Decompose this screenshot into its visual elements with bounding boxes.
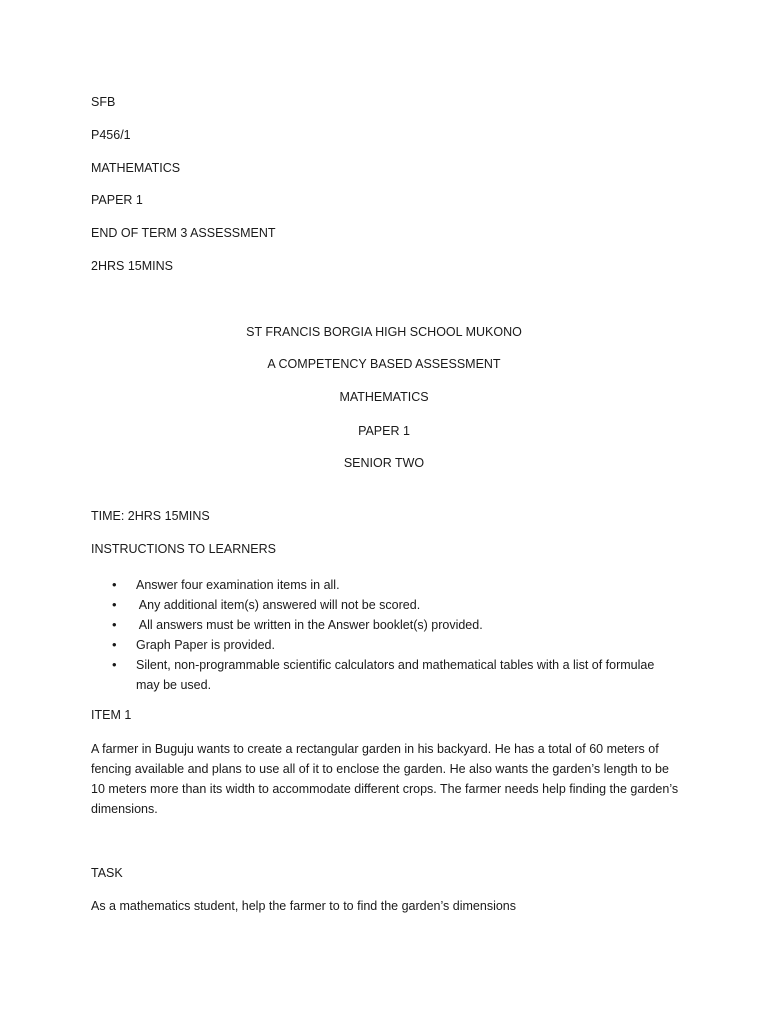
- instruction-text: All answers must be written in the Answer booklet(s) provided.: [136, 618, 483, 632]
- school-name: ST FRANCIS BORGIA HIGH SCHOOL MUKONO: [246, 325, 522, 339]
- title-subject: MATHEMATICS: [339, 390, 429, 404]
- instruction-text: Silent, non-programmable scientific calculators and mathematical tables with a list of formulae may be used.: [136, 658, 655, 692]
- instruction-text: Any additional item(s) answered will not be scored.: [136, 598, 421, 612]
- paper-code: P456/1: [91, 128, 131, 142]
- title-paper: PAPER 1: [358, 424, 410, 438]
- time-label: TIME: 2HRS 15MINS: [91, 509, 210, 523]
- task-heading: TASK: [91, 866, 123, 880]
- bullet-icon: •: [112, 617, 117, 632]
- instruction-item: [91, 595, 681, 615]
- assessment-label: END OF TERM 3 ASSESSMENT: [91, 226, 276, 240]
- bullet-icon: •: [112, 657, 117, 672]
- duration-label: 2HRS 15MINS: [91, 259, 173, 273]
- item-scenario: A farmer in Buguju wants to create a rectangular garden in his backyard. He has a total of 60 meters of fencing available and plans to use all of it to enclose the garden. He also wants the garden’s length to be 10 meters more than its width to accommodate different crops. The farmer needs help finding the garden’s dimensions.: [91, 742, 679, 816]
- instruction-item: [91, 635, 681, 655]
- instruction-item: [91, 575, 681, 595]
- class-label: SENIOR TWO: [343, 456, 425, 470]
- instruction-text: Answer four examination items in all.: [136, 578, 340, 592]
- bullet-icon: •: [112, 597, 117, 612]
- instruction-item: [91, 615, 681, 635]
- assessment-type: A COMPETENCY BASED ASSESSMENT: [267, 357, 501, 371]
- item-heading: ITEM 1: [91, 708, 132, 722]
- bullet-icon: •: [112, 637, 117, 652]
- instructions-heading: INSTRUCTIONS TO LEARNERS: [91, 542, 276, 556]
- instructions-list: [91, 575, 681, 695]
- task-text: As a mathematics student, help the farmer to to find the garden’s dimensions: [91, 899, 516, 913]
- school-code: SFB: [91, 95, 116, 109]
- subject-label: MATHEMATICS: [91, 161, 181, 175]
- bullet-icon: •: [112, 577, 117, 592]
- instruction-text: Graph Paper is provided.: [136, 638, 275, 652]
- instruction-item: [91, 655, 681, 695]
- paper-label: PAPER 1: [91, 193, 143, 207]
